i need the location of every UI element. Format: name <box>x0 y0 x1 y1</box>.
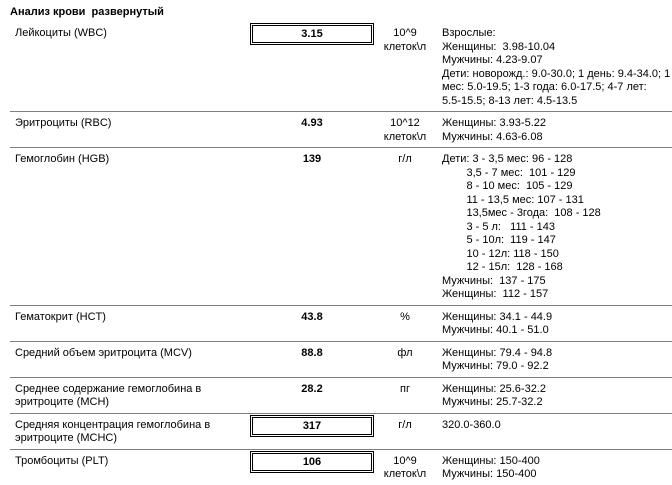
unit-line: клеток\л <box>383 130 427 143</box>
table-row <box>10 449 672 485</box>
reference-line: 13,5мес - 3года: 108 - 128 <box>442 207 601 219</box>
reference-line: Женщины: 112 - 157 <box>442 288 549 300</box>
results-table <box>10 22 672 485</box>
reference-line: 11 - 13,5 мес: 107 - 131 <box>442 193 584 206</box>
unit-line: фл <box>397 346 413 359</box>
parameter-value: 43.8 <box>301 310 323 323</box>
parameter-value-boxed: 317 <box>252 417 372 435</box>
parameter-value-cell <box>250 451 374 473</box>
reference-line: 3 - 5 л: 111 - 143 <box>442 220 556 233</box>
unit-line: % <box>400 310 410 323</box>
parameter-value-boxed: 3.15 <box>252 25 372 43</box>
parameter-value: 4.93 <box>301 117 323 129</box>
reference-line: Мужчины: 4.23-9.07 <box>442 54 543 66</box>
reference-line: 10 - 12л: 118 - 150 <box>442 247 559 260</box>
reference-line: Мужчины: 137 - 175 <box>442 274 546 287</box>
reference-line: Дети: 3 - 3,5 мес: 96 - 128 <box>442 153 573 165</box>
parameter-value-cell <box>250 343 374 359</box>
parameter-name: Средний объем эритроцита (MCV) <box>15 346 192 359</box>
unit-line: 10^12 <box>390 117 420 129</box>
parameter-value-cell <box>250 307 374 323</box>
reference-range-cell <box>436 343 672 376</box>
reference-line: 5 - 10л: 119 - 147 <box>442 234 556 246</box>
reference-range-cell <box>436 149 672 304</box>
reference-line: 320.0-360.0 <box>442 418 501 431</box>
reference-line: Женщины: 3.93-5.22 <box>442 117 546 129</box>
table-row <box>10 305 672 341</box>
reference-range-cell <box>436 379 672 412</box>
parameter-name: Тромбоциты (PLT) <box>15 454 109 467</box>
value-input-box[interactable] <box>250 415 374 437</box>
parameter-value-cell <box>250 149 374 165</box>
table-row <box>10 111 672 147</box>
reference-line: 8 - 10 мес: 105 - 129 <box>442 180 573 192</box>
reference-line: Женщины: 79.4 - 94.8 <box>442 346 553 359</box>
reference-line: Женщины: 150-400 <box>442 454 540 467</box>
parameter-value: 139 <box>302 153 322 165</box>
value-input-box[interactable] <box>250 23 374 45</box>
value-input-box[interactable] <box>250 451 374 473</box>
table-row <box>10 22 672 111</box>
parameter-name: Эритроциты (RBC) <box>15 117 112 129</box>
unit-line: 10^9 <box>393 27 417 39</box>
unit-cell <box>374 23 436 54</box>
unit-line: пг <box>400 382 410 395</box>
table-row <box>10 377 672 413</box>
reference-line: мес: 5.0-19.5; 1-3 года: 6.0-17.5; 4-7 лет: <box>442 81 647 93</box>
reference-line: Мужчины: 25.7-32.2 <box>442 396 543 408</box>
parameter-value-cell <box>250 23 374 45</box>
reference-range-cell <box>436 451 672 484</box>
reference-range-cell <box>436 415 672 435</box>
unit-cell <box>374 307 436 325</box>
reference-line: 3,5 - 7 мес: 101 - 129 <box>442 166 576 179</box>
reference-line: Мужчины: 4.63-6.08 <box>442 130 543 143</box>
reference-line: Мужчины: 40.1 - 51.0 <box>442 324 549 336</box>
unit-line: 10^9 <box>393 454 417 467</box>
reference-line: Женщины: 25.6-32.2 <box>442 382 546 395</box>
parameter-value-cell <box>250 415 374 437</box>
parameter-name: Гематокрит (HCT) <box>15 310 106 323</box>
parameter-value-cell <box>250 379 374 395</box>
reference-line: 12 - 15л: 128 - 168 <box>442 261 563 273</box>
unit-line: г/л <box>398 418 412 431</box>
table-row <box>10 341 672 377</box>
reference-line: Женщины: 3.98-10.04 <box>442 40 556 53</box>
parameter-name: Средняя концентрация гемоглобина в эритроците (MCHC) <box>15 418 211 444</box>
reference-line: 5.5-15.5; 8-13 лет: 4.5-13.5 <box>442 94 578 107</box>
unit-line: г/л <box>398 153 412 165</box>
parameter-name: Среднее содержание гемоглобина в эритроците (MCH) <box>15 382 202 408</box>
unit-cell <box>374 451 436 482</box>
reference-line: Мужчины: 150-400 <box>442 468 537 480</box>
table-row <box>10 413 672 449</box>
unit-line: клеток\л <box>383 468 427 480</box>
reference-range-cell <box>436 23 672 110</box>
parameter-value-boxed: 106 <box>252 453 372 471</box>
parameter-value: 28.2 <box>301 382 323 395</box>
unit-cell <box>374 113 436 144</box>
page-title: Анализ крови развернутый <box>10 6 164 18</box>
reference-line: Взрослые: <box>442 27 496 39</box>
parameter-value-cell <box>250 113 374 129</box>
unit-line: клеток\л <box>383 40 427 53</box>
parameter-name: Гемоглобин (HGB) <box>15 153 110 165</box>
parameter-value: 88.8 <box>301 346 323 359</box>
table-row <box>10 147 672 305</box>
unit-cell <box>374 149 436 167</box>
reference-range-cell <box>436 307 672 340</box>
unit-cell <box>374 415 436 433</box>
reference-line: Женщины: 34.1 - 44.9 <box>442 310 553 323</box>
reference-line: Дети: новорожд.: 9.0-30.0; 1 день: 9.4-34.0; 1 <box>442 67 671 80</box>
reference-range-cell <box>436 113 672 146</box>
parameter-name: Лейкоциты (WBC) <box>15 27 107 39</box>
reference-line: Мужчины: 79.0 - 92.2 <box>442 360 549 372</box>
unit-cell <box>374 379 436 397</box>
unit-cell <box>374 343 436 361</box>
